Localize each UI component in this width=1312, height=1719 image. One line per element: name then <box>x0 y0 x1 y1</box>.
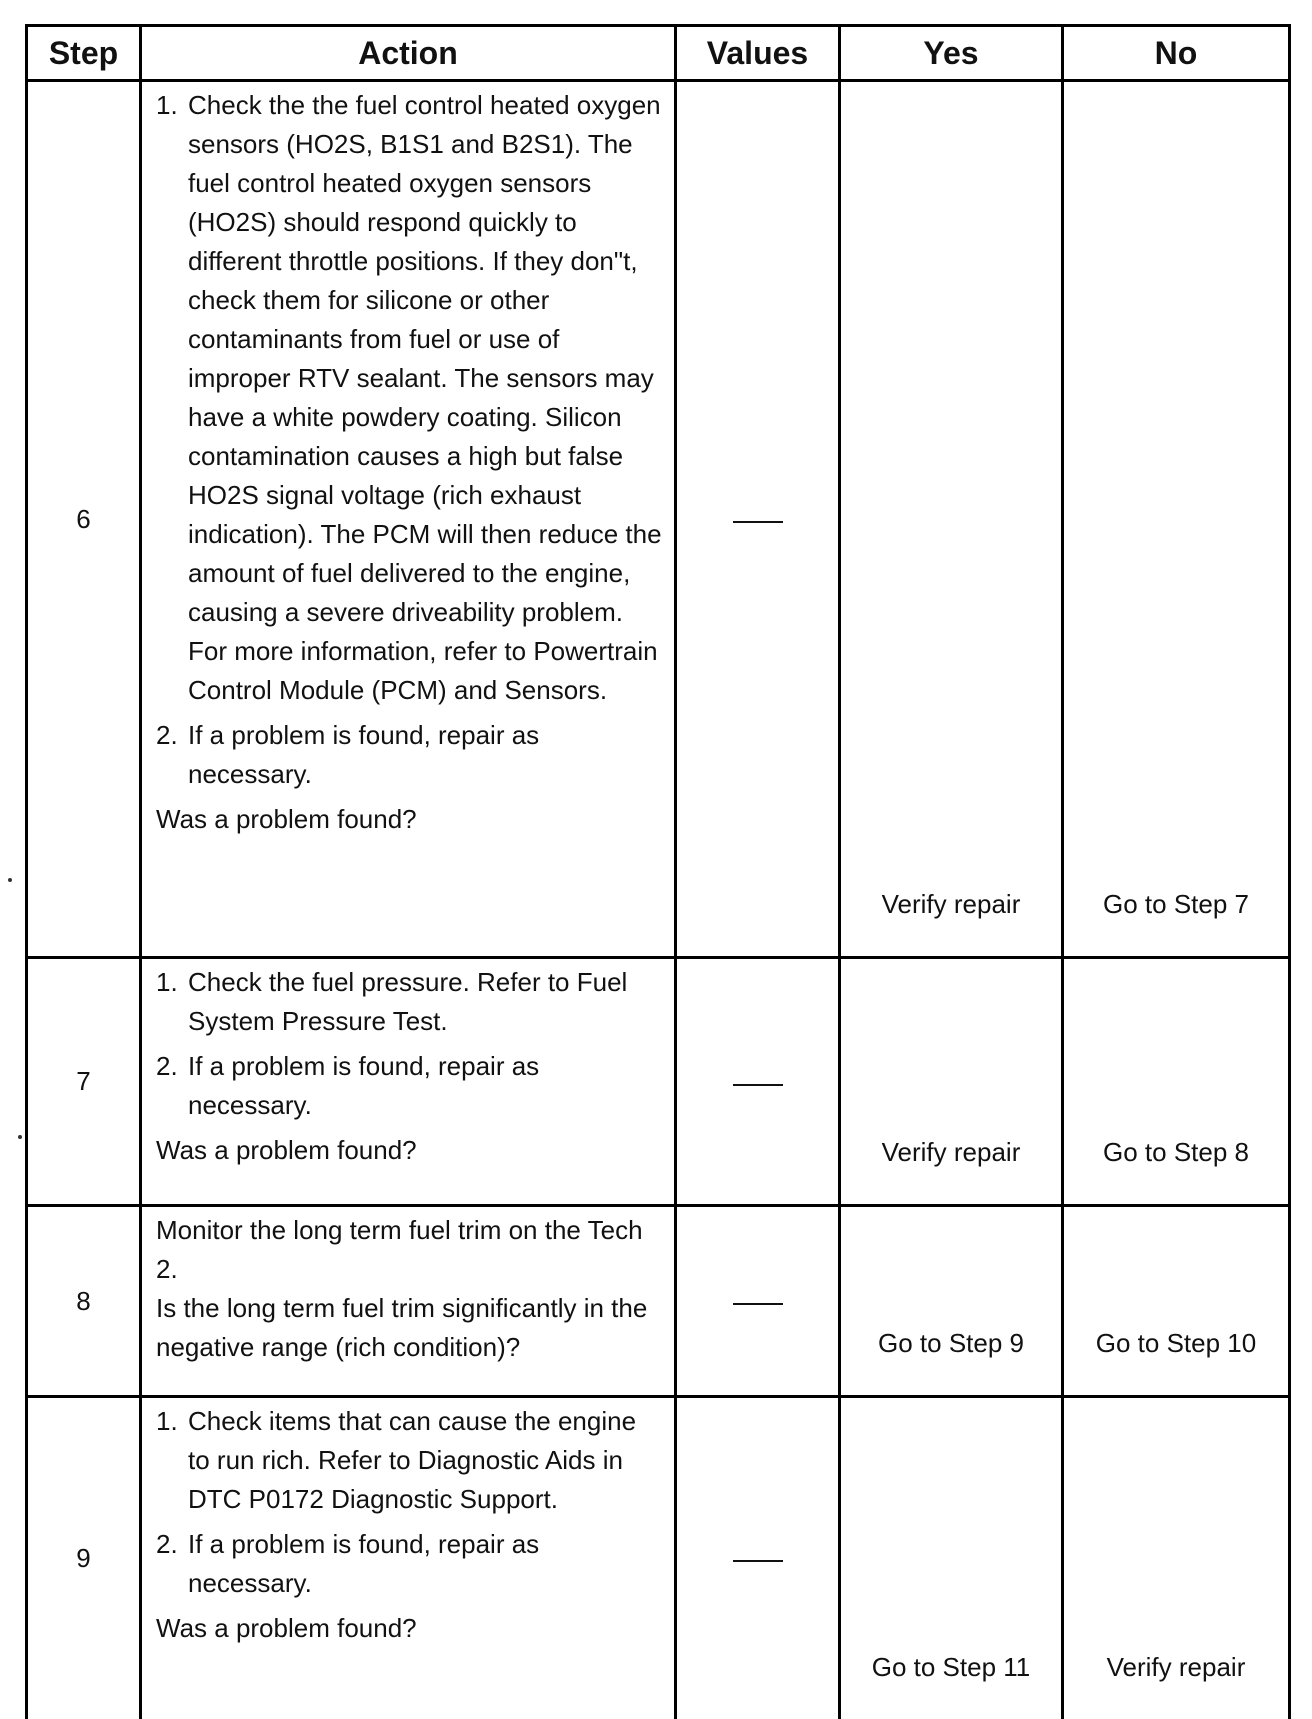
no-result: Go to Step 7 <box>1063 81 1290 958</box>
header-values: Values <box>676 26 840 81</box>
header-yes: Yes <box>840 26 1063 81</box>
action-cell <box>141 1206 676 1397</box>
yes-result: Verify repair <box>840 958 1063 1206</box>
action-question: Was a problem found? <box>156 804 417 834</box>
action-cell <box>141 958 676 1206</box>
action-cell <box>141 81 676 958</box>
step-number: 9 <box>27 1397 141 1719</box>
no-result: Verify repair <box>1063 1397 1290 1719</box>
step-number: 8 <box>27 1206 141 1397</box>
item-text: If a problem is found, repair as necessary. <box>188 720 540 789</box>
values-cell <box>676 1397 840 1719</box>
table-row <box>27 1397 1290 1719</box>
action-item <box>156 963 664 1041</box>
item-text: If a problem is found, repair as necessary. <box>188 1051 540 1120</box>
action-question: Was a problem found? <box>156 1135 417 1165</box>
header-step: Step <box>27 26 141 81</box>
table-row <box>27 958 1290 1206</box>
item-number: 1. <box>156 1406 178 1436</box>
item-text: Check items that can cause the engine to run rich. Refer to Diagnostic Aids in DTC P0172 Diagnostic Support. <box>188 1406 637 1514</box>
values-dash <box>733 1560 783 1562</box>
yes-result: Go to Step 11 <box>840 1397 1063 1719</box>
item-number: 1. <box>156 90 178 120</box>
diagnostic-table <box>25 24 1291 1719</box>
action-question: Is the long term fuel trim significantly in the negative range (rich condition)? <box>156 1293 648 1362</box>
values-dash <box>733 1084 783 1086</box>
scan-speck <box>18 1135 22 1139</box>
table-row <box>27 81 1290 958</box>
scan-speck <box>8 878 12 882</box>
table-row <box>27 1206 1290 1397</box>
item-text: Check the fuel pressure. Refer to Fuel System Pressure Test. <box>188 967 628 1036</box>
values-cell <box>676 958 840 1206</box>
no-result: Go to Step 10 <box>1063 1206 1290 1397</box>
action-item <box>156 716 664 794</box>
item-text: Check the the fuel control heated oxygen sensors (HO2S, B1S1 and B2S1). The fuel control heated oxygen sensors (HO2S) should respond quickly to different throttle positions. If they don"t, check them for silicone or other contaminants from fuel or use of improper RTV sealant. The sensors may have a white powdery coating. Silicon contamination causes a high but false HO2S signal voltage (rich exhaust indication). The PCM will then reduce the amount of fuel delivered to the engine, causing a severe driveability problem. For more information, refer to Powertrain Control Module (PCM) and Sensors. <box>188 90 662 705</box>
action-question: Was a problem found? <box>156 1613 417 1643</box>
item-number: 1. <box>156 967 178 997</box>
action-item <box>156 86 664 710</box>
no-result: Go to Step 8 <box>1063 958 1290 1206</box>
item-text: If a problem is found, repair as necessary. <box>188 1529 540 1598</box>
yes-result: Verify repair <box>840 81 1063 958</box>
yes-result: Go to Step 9 <box>840 1206 1063 1397</box>
values-cell <box>676 1206 840 1397</box>
values-cell <box>676 81 840 958</box>
values-dash <box>733 521 783 523</box>
action-text: Monitor the long term fuel trim on the Tech 2. <box>156 1215 643 1284</box>
header-row <box>27 26 1290 81</box>
action-cell <box>141 1397 676 1719</box>
step-number: 6 <box>27 81 141 958</box>
action-item <box>156 1525 664 1603</box>
header-no: No <box>1063 26 1290 81</box>
step-number: 7 <box>27 958 141 1206</box>
action-item <box>156 1402 664 1519</box>
item-number: 2. <box>156 1529 178 1559</box>
item-number: 2. <box>156 720 178 750</box>
item-number: 2. <box>156 1051 178 1081</box>
values-dash <box>733 1303 783 1305</box>
action-item <box>156 1047 664 1125</box>
header-action: Action <box>141 26 676 81</box>
